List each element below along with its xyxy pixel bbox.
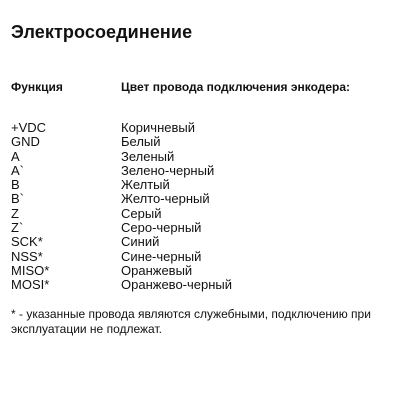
table-row xyxy=(0,278,400,292)
signal-name: B xyxy=(11,177,20,193)
wire-color: Желтый xyxy=(121,177,170,193)
wire-color: Оранжево-черный xyxy=(121,277,233,293)
table-row xyxy=(0,178,400,192)
page-title: Электросоединение xyxy=(11,22,193,42)
table-row xyxy=(0,264,400,278)
table-row xyxy=(0,164,400,178)
signal-name: Z` xyxy=(11,220,24,236)
table-row xyxy=(0,192,400,206)
footnote: * - указанные провода являются служебными, подключению при эксплуатации не подлежат. xyxy=(11,307,371,336)
table-row xyxy=(0,150,400,164)
wire-color: Сине-черный xyxy=(121,248,202,264)
table-row xyxy=(0,135,400,149)
wire-color: Синий xyxy=(121,234,160,250)
wire-color: Серо-черный xyxy=(121,220,202,236)
table-row xyxy=(0,235,400,249)
wiring-table xyxy=(0,121,400,293)
signal-name: MISO* xyxy=(11,262,50,278)
wire-color: Коричневый xyxy=(121,120,195,135)
signal-name: B` xyxy=(11,191,24,207)
table-row xyxy=(0,121,400,135)
table-row xyxy=(0,250,400,264)
wire-color: Оранжевый xyxy=(121,262,193,278)
signal-name: +VDC xyxy=(11,120,47,135)
column-header-function: Функция xyxy=(11,80,63,94)
table-row xyxy=(0,207,400,221)
wire-color: Желто-черный xyxy=(121,191,210,207)
wire-color: Серый xyxy=(121,205,162,221)
column-header-wire-color: Цвет провода подключения энкодера: xyxy=(121,80,351,94)
signal-name: GND xyxy=(11,134,40,150)
wire-color: Зелено-черный xyxy=(121,162,215,178)
signal-name: SCK* xyxy=(11,234,43,250)
signal-name: MOSI* xyxy=(11,277,50,293)
wire-color: Зеленый xyxy=(121,148,175,164)
table-row xyxy=(0,221,400,235)
signal-name: Z xyxy=(11,205,19,221)
signal-name: NSS* xyxy=(11,248,43,264)
signal-name: A xyxy=(11,148,20,164)
signal-name: A` xyxy=(11,162,24,178)
wire-color: Белый xyxy=(121,134,161,150)
